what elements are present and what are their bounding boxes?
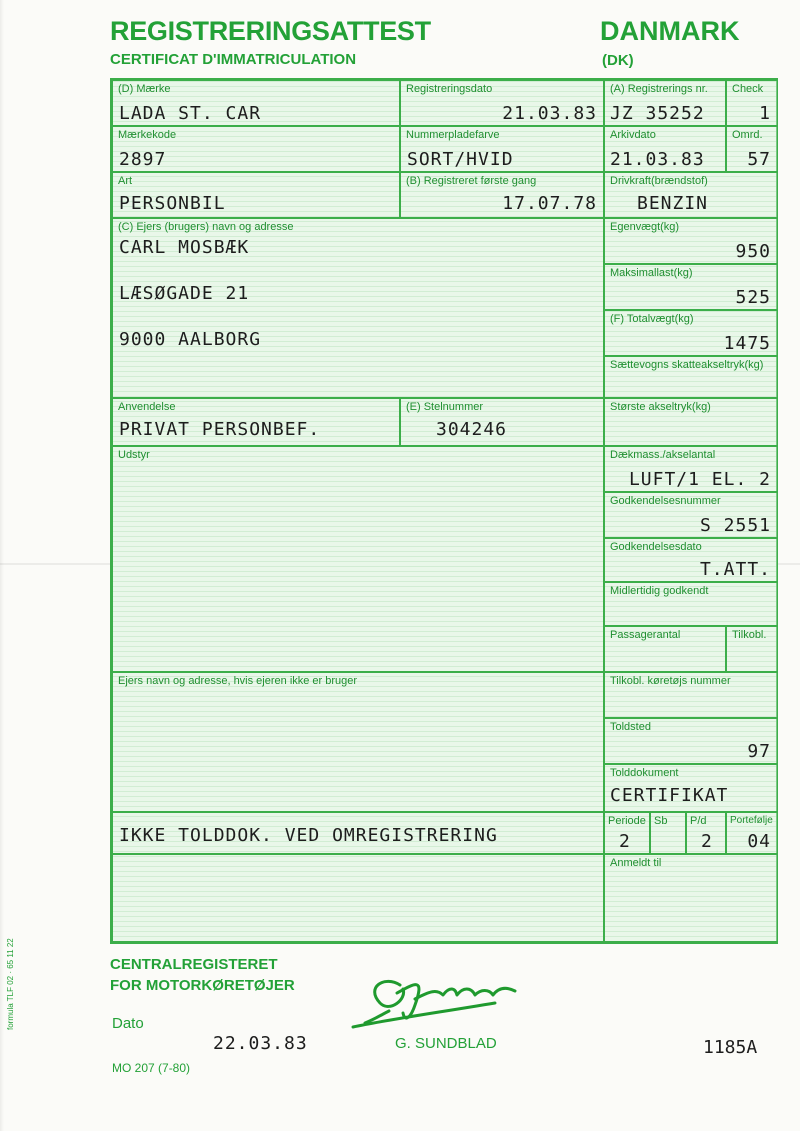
field-pd bbox=[686, 812, 726, 854]
field-ejer bbox=[112, 218, 604, 398]
field-label: (A) Registrerings nr. bbox=[610, 83, 708, 95]
field-remark bbox=[112, 812, 604, 854]
field-arkivdato bbox=[604, 126, 726, 172]
field-passagerantal bbox=[604, 626, 726, 672]
field-value: SORT/HVID bbox=[407, 149, 514, 170]
owner-city: 9000 AALBORG bbox=[119, 329, 262, 350]
field-label: Periode bbox=[608, 815, 646, 827]
field-toldsted bbox=[604, 718, 778, 764]
field-tilkobl-koretoj bbox=[604, 672, 778, 718]
field-value: LADA ST. CAR bbox=[119, 103, 262, 124]
field-value: 2 bbox=[701, 831, 713, 852]
field-label: Toldsted bbox=[610, 721, 651, 733]
field-value: T.ATT. bbox=[699, 559, 771, 580]
field-label: Tilkobl. køretøjs nummer bbox=[610, 675, 731, 687]
field-drivkraft bbox=[604, 172, 778, 218]
field-label: Arkivdato bbox=[610, 129, 656, 141]
field-ejer-hvis-ikke-bruger bbox=[112, 672, 604, 812]
paper-edge bbox=[0, 0, 4, 1131]
field-value: PERSONBIL bbox=[119, 193, 226, 214]
field-value: 525 bbox=[735, 287, 771, 308]
field-tilkobl bbox=[726, 626, 778, 672]
field-portefolje bbox=[726, 812, 778, 854]
field-maerkekode bbox=[112, 126, 400, 172]
field-godkendelsesnummer bbox=[604, 492, 778, 538]
field-label: Maksimallast(kg) bbox=[610, 267, 693, 279]
field-label: Portefølje bbox=[730, 815, 773, 826]
signer-name: G. SUNDBLAD bbox=[395, 1035, 497, 1052]
field-label: Største akseltryk(kg) bbox=[610, 401, 711, 413]
field-registrerings-nr bbox=[604, 80, 726, 126]
field-value: 17.07.78 bbox=[502, 193, 597, 214]
field-periode bbox=[604, 812, 650, 854]
field-value: 2897 bbox=[119, 149, 167, 170]
field-label: Anmeldt til bbox=[610, 857, 662, 869]
country-name: DANMARK bbox=[600, 16, 740, 46]
field-saettevogn bbox=[604, 356, 778, 398]
field-maksimallast bbox=[604, 264, 778, 310]
field-label: Egenvægt(kg) bbox=[610, 221, 680, 233]
field-daekmass bbox=[604, 446, 778, 492]
field-art bbox=[112, 172, 400, 218]
field-label: P/d bbox=[690, 815, 707, 827]
owner-name: CARL MOSBÆK bbox=[119, 237, 250, 258]
field-maerke bbox=[112, 80, 400, 126]
signature-image bbox=[345, 965, 535, 1035]
field-value: 304246 bbox=[436, 419, 508, 440]
field-value: 950 bbox=[735, 241, 771, 262]
field-stelnummer bbox=[400, 398, 604, 446]
field-registreret-forste-gang bbox=[400, 172, 604, 218]
field-value: JZ 35252 bbox=[610, 103, 705, 124]
field-label: Sb bbox=[654, 815, 668, 827]
issuing-authority bbox=[110, 954, 295, 996]
field-storste-akseltryk bbox=[604, 398, 778, 446]
field-totalvaegt bbox=[604, 310, 778, 356]
field-label: Registreringsdato bbox=[406, 83, 493, 95]
field-label: (D) Mærke bbox=[118, 83, 171, 95]
field-label: Udstyr bbox=[118, 449, 150, 461]
document-title: REGISTRERINGSATTEST bbox=[110, 16, 431, 46]
document-number: 1185A bbox=[703, 1037, 758, 1058]
field-midlertidig bbox=[604, 582, 778, 626]
field-value: 21.03.83 bbox=[610, 149, 705, 170]
field-label: Nummerpladefarve bbox=[406, 129, 500, 141]
field-value: 2 bbox=[619, 831, 631, 852]
authority-line1: CENTRALREGISTERET bbox=[110, 956, 278, 973]
field-anmeldt-til bbox=[604, 854, 778, 942]
document-subtitle: CERTIFICAT D'IMMATRICULATION bbox=[110, 51, 357, 68]
field-egenvaegt bbox=[604, 218, 778, 264]
field-value: CERTIFIKAT bbox=[610, 785, 729, 806]
field-label: Mærkekode bbox=[118, 129, 177, 141]
field-label: Godkendelsesdato bbox=[610, 541, 702, 553]
country-code: (DK) bbox=[602, 52, 634, 69]
field-value: 57 bbox=[747, 149, 771, 170]
field-label: Omrd. bbox=[732, 129, 763, 141]
field-label: Godkendelsesnummer bbox=[610, 495, 721, 507]
field-label: Tolddokument bbox=[610, 767, 679, 779]
field-label: Tilkobl. bbox=[732, 629, 767, 641]
registration-form bbox=[110, 78, 778, 944]
field-label: Passagerantal bbox=[610, 629, 681, 641]
field-omrd bbox=[726, 126, 778, 172]
field-label: Art bbox=[118, 175, 133, 187]
field-godkendelsesdato bbox=[604, 538, 778, 582]
field-label: Midlertidig godkendt bbox=[610, 585, 709, 597]
field-label: Sættevogns skatteakseltryk(kg) bbox=[610, 359, 764, 371]
form-code: MO 207 (7-80) bbox=[112, 1061, 191, 1075]
field-label: (B) Registreret første gang bbox=[406, 175, 537, 187]
authority-line2: FOR MOTORKØRETØJER bbox=[110, 977, 295, 994]
field-sb bbox=[650, 812, 686, 854]
remark-text: IKKE TOLDDOK. VED OMREGISTRERING bbox=[119, 825, 498, 846]
field-label: Drivkraft(brændstof) bbox=[610, 175, 708, 187]
field-label: (F) Totalvægt(kg) bbox=[610, 313, 694, 325]
printer-imprint: formula TLF 02 · 65 11 22 bbox=[6, 938, 15, 1030]
field-label: Anvendelse bbox=[118, 401, 176, 413]
field-value: S 2551 bbox=[699, 515, 771, 536]
field-label: (C) Ejers (brugers) navn og adresse bbox=[118, 221, 294, 233]
owner-street: LÆSØGADE 21 bbox=[119, 283, 250, 304]
field-value: 97 bbox=[747, 741, 771, 762]
field-nummerpladefarve bbox=[400, 126, 604, 172]
field-value: BENZIN bbox=[637, 193, 709, 214]
field-value: 04 bbox=[747, 831, 771, 852]
field-check bbox=[726, 80, 778, 126]
field-value: 1 bbox=[759, 103, 771, 124]
field-registreringsdato bbox=[400, 80, 604, 126]
field-value: LUFT/1 EL. 2 bbox=[628, 469, 771, 490]
issue-date: 22.03.83 bbox=[213, 1033, 308, 1054]
field-value: 21.03.83 bbox=[502, 103, 597, 124]
field-anvendelse bbox=[112, 398, 400, 446]
field-udstyr bbox=[112, 446, 604, 672]
field-label: (E) Stelnummer bbox=[406, 401, 484, 413]
field-value: PRIVAT PERSONBEF. bbox=[119, 419, 321, 440]
field-value: 1475 bbox=[723, 333, 771, 354]
field-tolddokument bbox=[604, 764, 778, 812]
date-label: Dato bbox=[112, 1015, 144, 1032]
field-blank-area bbox=[112, 854, 604, 942]
field-label: Dækmass./akselantal bbox=[610, 449, 716, 461]
field-label: Ejers navn og adresse, hvis ejeren ikke er bruger bbox=[118, 675, 358, 687]
field-label: Check bbox=[732, 83, 764, 95]
